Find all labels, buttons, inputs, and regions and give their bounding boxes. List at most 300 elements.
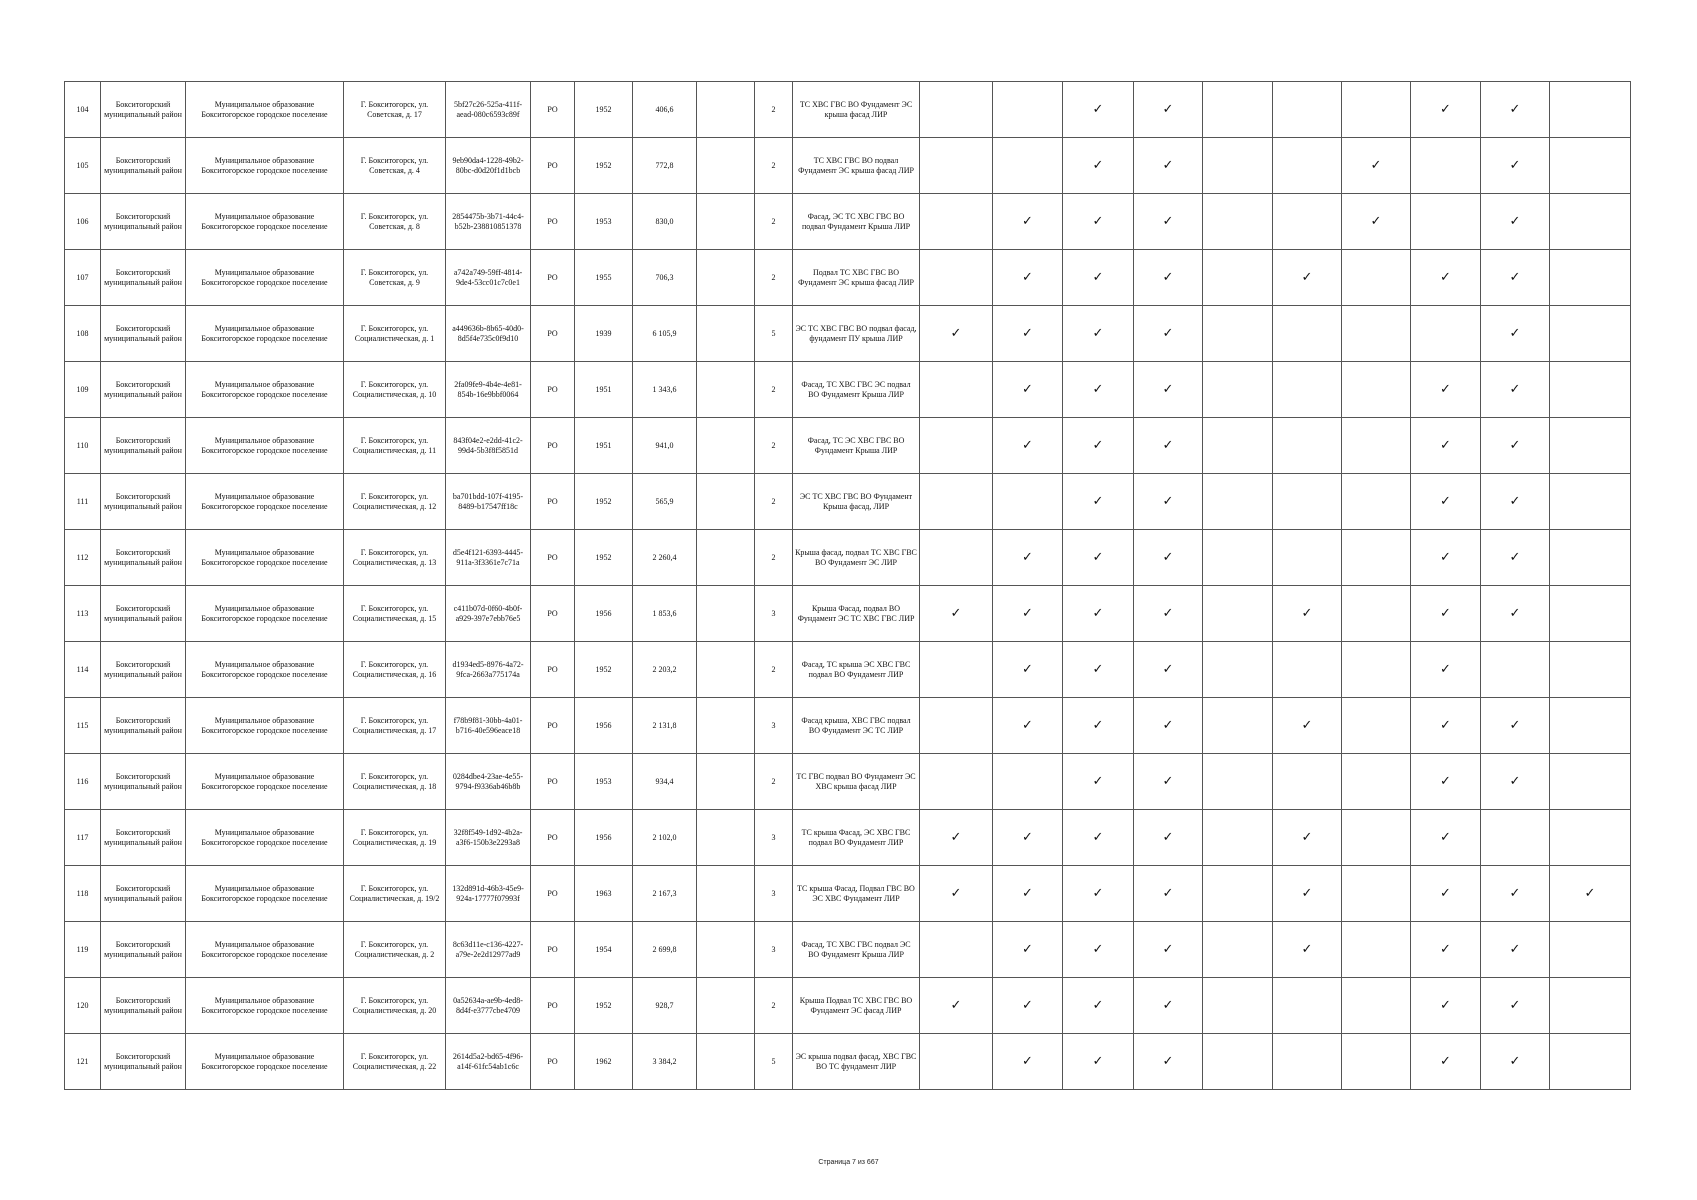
empty-check-cell [1203,810,1273,866]
empty-check-cell [920,82,993,138]
works-list-cell: Подвал ТС ХВС ГВС ВО Фундамент ЭС крыша фасад ЛИР [793,250,920,306]
empty-check-cell [1342,866,1411,922]
empty-check-cell [920,922,993,978]
check-mark-icon: ✓ [1063,754,1134,810]
address-cell: Г. Бокситогорск, ул. Социалистическая, д. 12 [344,474,446,530]
check-mark-icon: ✓ [1411,1034,1481,1090]
house-id-cell: a449636b-8b65-40d0-8d5f4e735c0f9d10 [446,306,531,362]
empty-check-cell [920,642,993,698]
empty-check-cell [1342,922,1411,978]
works-list-cell: ЭС крыша подвал фасад, ХВС ГВС ВО ТС фундамент ЛИР [793,1034,920,1090]
check-mark-icon: ✓ [920,866,993,922]
year-cell: 1962 [575,1034,633,1090]
table-row [65,306,1631,362]
check-mark-icon: ✓ [1134,530,1203,586]
area-cell: 772,8 [633,138,697,194]
area-cell: 928,7 [633,978,697,1034]
check-mark-icon: ✓ [1063,642,1134,698]
district-cell: Бокситогорский муниципальный район [101,754,186,810]
floors-cell: 2 [755,642,793,698]
check-mark-icon: ✓ [993,642,1063,698]
empty-check-cell [1342,810,1411,866]
district-cell: Бокситогорский муниципальный район [101,306,186,362]
empty-cell [697,810,755,866]
empty-check-cell [1411,194,1481,250]
check-mark-icon: ✓ [1134,810,1203,866]
municipality-cell: Муниципальное образование Бокситогорское городское поселение [186,642,344,698]
works-list-cell: Фасад, ЭС ТС ХВС ГВС ВО подвал Фундамент Крыша ЛИР [793,194,920,250]
table-row [65,978,1631,1034]
address-cell: Г. Бокситогорск, ул. Советская, д. 9 [344,250,446,306]
empty-check-cell [920,362,993,418]
check-mark-icon: ✓ [1481,418,1550,474]
works-list-cell: Фасад, ТС ХВС ГВС ЭС подвал ВО Фундамент Крыша ЛИР [793,362,920,418]
municipality-cell: Муниципальное образование Бокситогорское городское поселение [186,1034,344,1090]
empty-cell [697,642,755,698]
check-mark-icon: ✓ [993,978,1063,1034]
empty-check-cell [1342,82,1411,138]
empty-check-cell [1203,586,1273,642]
district-cell: Бокситогорский муниципальный район [101,418,186,474]
type-cell: РО [531,418,575,474]
empty-check-cell [1203,250,1273,306]
check-mark-icon: ✓ [1481,698,1550,754]
works-list-cell: Фасад, ТС крыша ЭС ХВС ГВС подвал ВО Фундамент ЛИР [793,642,920,698]
empty-check-cell [1273,418,1342,474]
table-row [65,866,1631,922]
check-mark-icon: ✓ [920,978,993,1034]
empty-check-cell [1342,1034,1411,1090]
address-cell: Г. Бокситогорск, ул. Социалистическая, д. 13 [344,530,446,586]
house-id-cell: 0284dbe4-23ae-4e55-9794-f9336ab46b8b [446,754,531,810]
check-mark-icon: ✓ [1063,250,1134,306]
check-mark-icon: ✓ [1411,530,1481,586]
empty-check-cell [1273,754,1342,810]
district-cell: Бокситогорский муниципальный район [101,194,186,250]
year-cell: 1953 [575,754,633,810]
floors-cell: 5 [755,1034,793,1090]
municipality-cell: Муниципальное образование Бокситогорское городское поселение [186,922,344,978]
check-mark-icon: ✓ [1411,362,1481,418]
check-mark-icon: ✓ [1411,82,1481,138]
house-id-cell: 2614d5a2-bd65-4f96-a14f-61fc54ab1c6c [446,1034,531,1090]
empty-check-cell [1342,754,1411,810]
district-cell: Бокситогорский муниципальный район [101,474,186,530]
check-mark-icon: ✓ [920,586,993,642]
check-mark-icon: ✓ [1411,810,1481,866]
row-number: 116 [65,754,101,810]
empty-check-cell [1550,978,1631,1034]
check-mark-icon: ✓ [1481,194,1550,250]
check-mark-icon: ✓ [1134,138,1203,194]
address-cell: Г. Бокситогорск, ул. Социалистическая, д. 17 [344,698,446,754]
empty-cell [697,362,755,418]
check-mark-icon: ✓ [1134,866,1203,922]
empty-check-cell [1203,698,1273,754]
works-list-cell: ЭС ТС ХВС ГВС ВО подвал фасад, фундамент ПУ крыша ЛИР [793,306,920,362]
empty-check-cell [1550,1034,1631,1090]
check-mark-icon: ✓ [1063,82,1134,138]
row-number: 113 [65,586,101,642]
table-row [65,586,1631,642]
address-cell: Г. Бокситогорск, ул. Социалистическая, д. 15 [344,586,446,642]
empty-check-cell [1273,642,1342,698]
address-cell: Г. Бокситогорск, ул. Социалистическая, д. 19 [344,810,446,866]
municipality-cell: Муниципальное образование Бокситогорское городское поселение [186,362,344,418]
type-cell: РО [531,586,575,642]
floors-cell: 2 [755,418,793,474]
area-cell: 941,0 [633,418,697,474]
check-mark-icon: ✓ [993,194,1063,250]
empty-check-cell [1342,530,1411,586]
type-cell: РО [531,474,575,530]
check-mark-icon: ✓ [1134,978,1203,1034]
house-id-cell: 5bf27c26-525a-411f-aead-080c6593c89f [446,82,531,138]
municipality-cell: Муниципальное образование Бокситогорское городское поселение [186,138,344,194]
empty-check-cell [1550,642,1631,698]
area-cell: 706,3 [633,250,697,306]
floors-cell: 2 [755,194,793,250]
empty-check-cell [1203,978,1273,1034]
check-mark-icon: ✓ [1481,530,1550,586]
district-cell: Бокситогорский муниципальный район [101,362,186,418]
check-mark-icon: ✓ [993,698,1063,754]
works-list-cell: ТС крыша Фасад, Подвал ГВС ВО ЭС ХВС Фундамент ЛИР [793,866,920,922]
check-mark-icon: ✓ [1134,922,1203,978]
empty-check-cell [920,138,993,194]
table-row [65,82,1631,138]
check-mark-icon: ✓ [1063,362,1134,418]
check-mark-icon: ✓ [1481,922,1550,978]
district-cell: Бокситогорский муниципальный район [101,1034,186,1090]
year-cell: 1956 [575,698,633,754]
check-mark-icon: ✓ [1481,754,1550,810]
area-cell: 6 105,9 [633,306,697,362]
year-cell: 1956 [575,586,633,642]
table-row [65,362,1631,418]
municipality-cell: Муниципальное образование Бокситогорское городское поселение [186,978,344,1034]
area-cell: 2 260,4 [633,530,697,586]
check-mark-icon: ✓ [1063,138,1134,194]
empty-check-cell [1550,754,1631,810]
municipality-cell: Муниципальное образование Бокситогорское городское поселение [186,810,344,866]
check-mark-icon: ✓ [1063,978,1134,1034]
floors-cell: 3 [755,586,793,642]
check-mark-icon: ✓ [993,306,1063,362]
check-mark-icon: ✓ [993,418,1063,474]
floors-cell: 2 [755,82,793,138]
district-cell: Бокситогорский муниципальный район [101,698,186,754]
year-cell: 1952 [575,642,633,698]
empty-cell [697,418,755,474]
check-mark-icon: ✓ [1063,698,1134,754]
check-mark-icon: ✓ [1411,418,1481,474]
type-cell: РО [531,530,575,586]
check-mark-icon: ✓ [993,1034,1063,1090]
empty-check-cell [1550,362,1631,418]
year-cell: 1952 [575,138,633,194]
house-id-cell: d1934ed5-8976-4a72-9fca-2663a775174a [446,642,531,698]
table-row [65,754,1631,810]
empty-check-cell [1342,418,1411,474]
empty-check-cell [1550,810,1631,866]
empty-check-cell [1273,474,1342,530]
table-row [65,530,1631,586]
municipality-cell: Муниципальное образование Бокситогорское городское поселение [186,82,344,138]
row-number: 109 [65,362,101,418]
empty-check-cell [1550,250,1631,306]
floors-cell: 2 [755,138,793,194]
type-cell: РО [531,362,575,418]
check-mark-icon: ✓ [1063,194,1134,250]
check-mark-icon: ✓ [1481,866,1550,922]
empty-check-cell [920,250,993,306]
row-number: 114 [65,642,101,698]
empty-cell [697,250,755,306]
works-list-cell: ТС ХВС ГВС ВО подвал Фундамент ЭС крыша фасад ЛИР [793,138,920,194]
type-cell: РО [531,866,575,922]
empty-check-cell [1273,1034,1342,1090]
house-id-cell: 9eb90da4-1228-49b2-80bc-d0d20f1d1bcb [446,138,531,194]
year-cell: 1954 [575,922,633,978]
type-cell: РО [531,194,575,250]
check-mark-icon: ✓ [993,810,1063,866]
check-mark-icon: ✓ [1063,474,1134,530]
area-cell: 2 699,8 [633,922,697,978]
empty-check-cell [1342,586,1411,642]
row-number: 105 [65,138,101,194]
empty-check-cell [993,138,1063,194]
works-list-cell: ТС ГВС подвал ВО Фундамент ЭС ХВС крыша фасад ЛИР [793,754,920,810]
check-mark-icon: ✓ [1273,922,1342,978]
municipality-cell: Муниципальное образование Бокситогорское городское поселение [186,866,344,922]
check-mark-icon: ✓ [1411,698,1481,754]
check-mark-icon: ✓ [1273,250,1342,306]
district-cell: Бокситогорский муниципальный район [101,810,186,866]
table-row [65,138,1631,194]
floors-cell: 2 [755,978,793,1034]
area-cell: 2 102,0 [633,810,697,866]
address-cell: Г. Бокситогорск, ул. Социалистическая, д. 22 [344,1034,446,1090]
empty-cell [697,530,755,586]
house-id-cell: 8c63d11e-c136-4227-a79e-2e2d12977ad9 [446,922,531,978]
table-row [65,642,1631,698]
empty-check-cell [1273,362,1342,418]
housing-registry-table [64,81,1631,1090]
house-id-cell: ba701bdd-107f-4195-8489-b17547ff18c [446,474,531,530]
empty-check-cell [1203,530,1273,586]
area-cell: 2 131,8 [633,698,697,754]
district-cell: Бокситогорский муниципальный район [101,642,186,698]
floors-cell: 3 [755,698,793,754]
empty-check-cell [1273,82,1342,138]
address-cell: Г. Бокситогорск, ул. Социалистическая, д. 1 [344,306,446,362]
empty-cell [697,82,755,138]
empty-check-cell [920,698,993,754]
check-mark-icon: ✓ [993,250,1063,306]
empty-check-cell [1481,810,1550,866]
municipality-cell: Муниципальное образование Бокситогорское городское поселение [186,194,344,250]
row-number: 119 [65,922,101,978]
municipality-cell: Муниципальное образование Бокситогорское городское поселение [186,250,344,306]
year-cell: 1952 [575,978,633,1034]
empty-check-cell [1550,82,1631,138]
type-cell: РО [531,642,575,698]
check-mark-icon: ✓ [1063,866,1134,922]
empty-check-cell [1203,642,1273,698]
check-mark-icon: ✓ [993,362,1063,418]
area-cell: 934,4 [633,754,697,810]
house-id-cell: 843f04e2-e2dd-41c2-99d4-5b3f8f5851d [446,418,531,474]
address-cell: Г. Бокситогорск, ул. Социалистическая, д. 16 [344,642,446,698]
floors-cell: 2 [755,530,793,586]
area-cell: 565,9 [633,474,697,530]
year-cell: 1955 [575,250,633,306]
check-mark-icon: ✓ [993,922,1063,978]
check-mark-icon: ✓ [1273,866,1342,922]
check-mark-icon: ✓ [1134,754,1203,810]
type-cell: РО [531,306,575,362]
empty-check-cell [1342,362,1411,418]
empty-check-cell [1342,978,1411,1034]
empty-check-cell [920,474,993,530]
municipality-cell: Муниципальное образование Бокситогорское городское поселение [186,474,344,530]
area-cell: 1 343,6 [633,362,697,418]
empty-check-cell [1203,194,1273,250]
table-row [65,922,1631,978]
works-list-cell: Фасад крыша, ХВС ГВС подвал ВО Фундамент ЭС ТС ЛИР [793,698,920,754]
empty-check-cell [1203,1034,1273,1090]
check-mark-icon: ✓ [1481,586,1550,642]
check-mark-icon: ✓ [1134,698,1203,754]
district-cell: Бокситогорский муниципальный район [101,866,186,922]
municipality-cell: Муниципальное образование Бокситогорское городское поселение [186,530,344,586]
empty-check-cell [1203,922,1273,978]
row-number: 106 [65,194,101,250]
empty-check-cell [1550,922,1631,978]
check-mark-icon: ✓ [1134,418,1203,474]
check-mark-icon: ✓ [1134,250,1203,306]
municipality-cell: Муниципальное образование Бокситогорское городское поселение [186,754,344,810]
empty-cell [697,474,755,530]
empty-check-cell [1342,250,1411,306]
address-cell: Г. Бокситогорск, ул. Социалистическая, д. 2 [344,922,446,978]
empty-check-cell [1203,82,1273,138]
area-cell: 830,0 [633,194,697,250]
municipality-cell: Муниципальное образование Бокситогорское городское поселение [186,586,344,642]
year-cell: 1951 [575,418,633,474]
check-mark-icon: ✓ [1411,250,1481,306]
year-cell: 1951 [575,362,633,418]
check-mark-icon: ✓ [1550,866,1631,922]
check-mark-icon: ✓ [1411,922,1481,978]
empty-check-cell [1550,138,1631,194]
row-number: 112 [65,530,101,586]
empty-check-cell [1273,194,1342,250]
empty-check-cell [1203,306,1273,362]
row-number: 120 [65,978,101,1034]
check-mark-icon: ✓ [1411,642,1481,698]
area-cell: 2 203,2 [633,642,697,698]
empty-cell [697,754,755,810]
area-cell: 2 167,3 [633,866,697,922]
check-mark-icon: ✓ [1134,642,1203,698]
floors-cell: 5 [755,306,793,362]
empty-check-cell [1273,978,1342,1034]
row-number: 121 [65,1034,101,1090]
empty-check-cell [1550,530,1631,586]
empty-check-cell [920,530,993,586]
table-row [65,1034,1631,1090]
works-list-cell: Крыша фасад, подвал ТС ХВС ГВС ВО Фундамент ЭС ЛИР [793,530,920,586]
type-cell: РО [531,1034,575,1090]
floors-cell: 3 [755,922,793,978]
district-cell: Бокситогорский муниципальный район [101,82,186,138]
check-mark-icon: ✓ [1063,530,1134,586]
municipality-cell: Муниципальное образование Бокситогорское городское поселение [186,698,344,754]
house-id-cell: 32f8f549-1d92-4b2a-a3f6-150b3e2293a8 [446,810,531,866]
empty-check-cell [1342,474,1411,530]
empty-check-cell [1203,362,1273,418]
check-mark-icon: ✓ [1134,82,1203,138]
empty-check-cell [920,1034,993,1090]
empty-check-cell [1273,306,1342,362]
house-id-cell: d5e4f121-6393-4445-911a-3f3361e7c71a [446,530,531,586]
row-number: 115 [65,698,101,754]
check-mark-icon: ✓ [1481,306,1550,362]
row-number: 117 [65,810,101,866]
table-row [65,194,1631,250]
empty-cell [697,698,755,754]
empty-check-cell [1203,754,1273,810]
check-mark-icon: ✓ [993,586,1063,642]
address-cell: Г. Бокситогорск, ул. Социалистическая, д. 19/2 [344,866,446,922]
district-cell: Бокситогорский муниципальный район [101,978,186,1034]
check-mark-icon: ✓ [1481,362,1550,418]
floors-cell: 2 [755,474,793,530]
floors-cell: 3 [755,866,793,922]
check-mark-icon: ✓ [1411,754,1481,810]
check-mark-icon: ✓ [1481,474,1550,530]
district-cell: Бокситогорский муниципальный район [101,922,186,978]
empty-cell [697,306,755,362]
empty-cell [697,978,755,1034]
empty-check-cell [1342,642,1411,698]
year-cell: 1952 [575,530,633,586]
district-cell: Бокситогорский муниципальный район [101,250,186,306]
check-mark-icon: ✓ [993,866,1063,922]
check-mark-icon: ✓ [1411,978,1481,1034]
works-list-cell: Крыша Фасад, подвал ВО Фундамент ЭС ТС ХВС ГВС ЛИР [793,586,920,642]
municipality-cell: Муниципальное образование Бокситогорское городское поселение [186,306,344,362]
address-cell: Г. Бокситогорск, ул. Социалистическая, д. 20 [344,978,446,1034]
address-cell: Г. Бокситогорск, ул. Советская, д. 17 [344,82,446,138]
check-mark-icon: ✓ [920,306,993,362]
check-mark-icon: ✓ [1273,586,1342,642]
floors-cell: 3 [755,810,793,866]
check-mark-icon: ✓ [1481,138,1550,194]
area-cell: 406,6 [633,82,697,138]
table-row [65,474,1631,530]
year-cell: 1952 [575,474,633,530]
floors-cell: 2 [755,250,793,306]
empty-check-cell [993,82,1063,138]
check-mark-icon: ✓ [1063,306,1134,362]
empty-cell [697,922,755,978]
address-cell: Г. Бокситогорск, ул. Советская, д. 8 [344,194,446,250]
table-row [65,698,1631,754]
table-row [65,418,1631,474]
